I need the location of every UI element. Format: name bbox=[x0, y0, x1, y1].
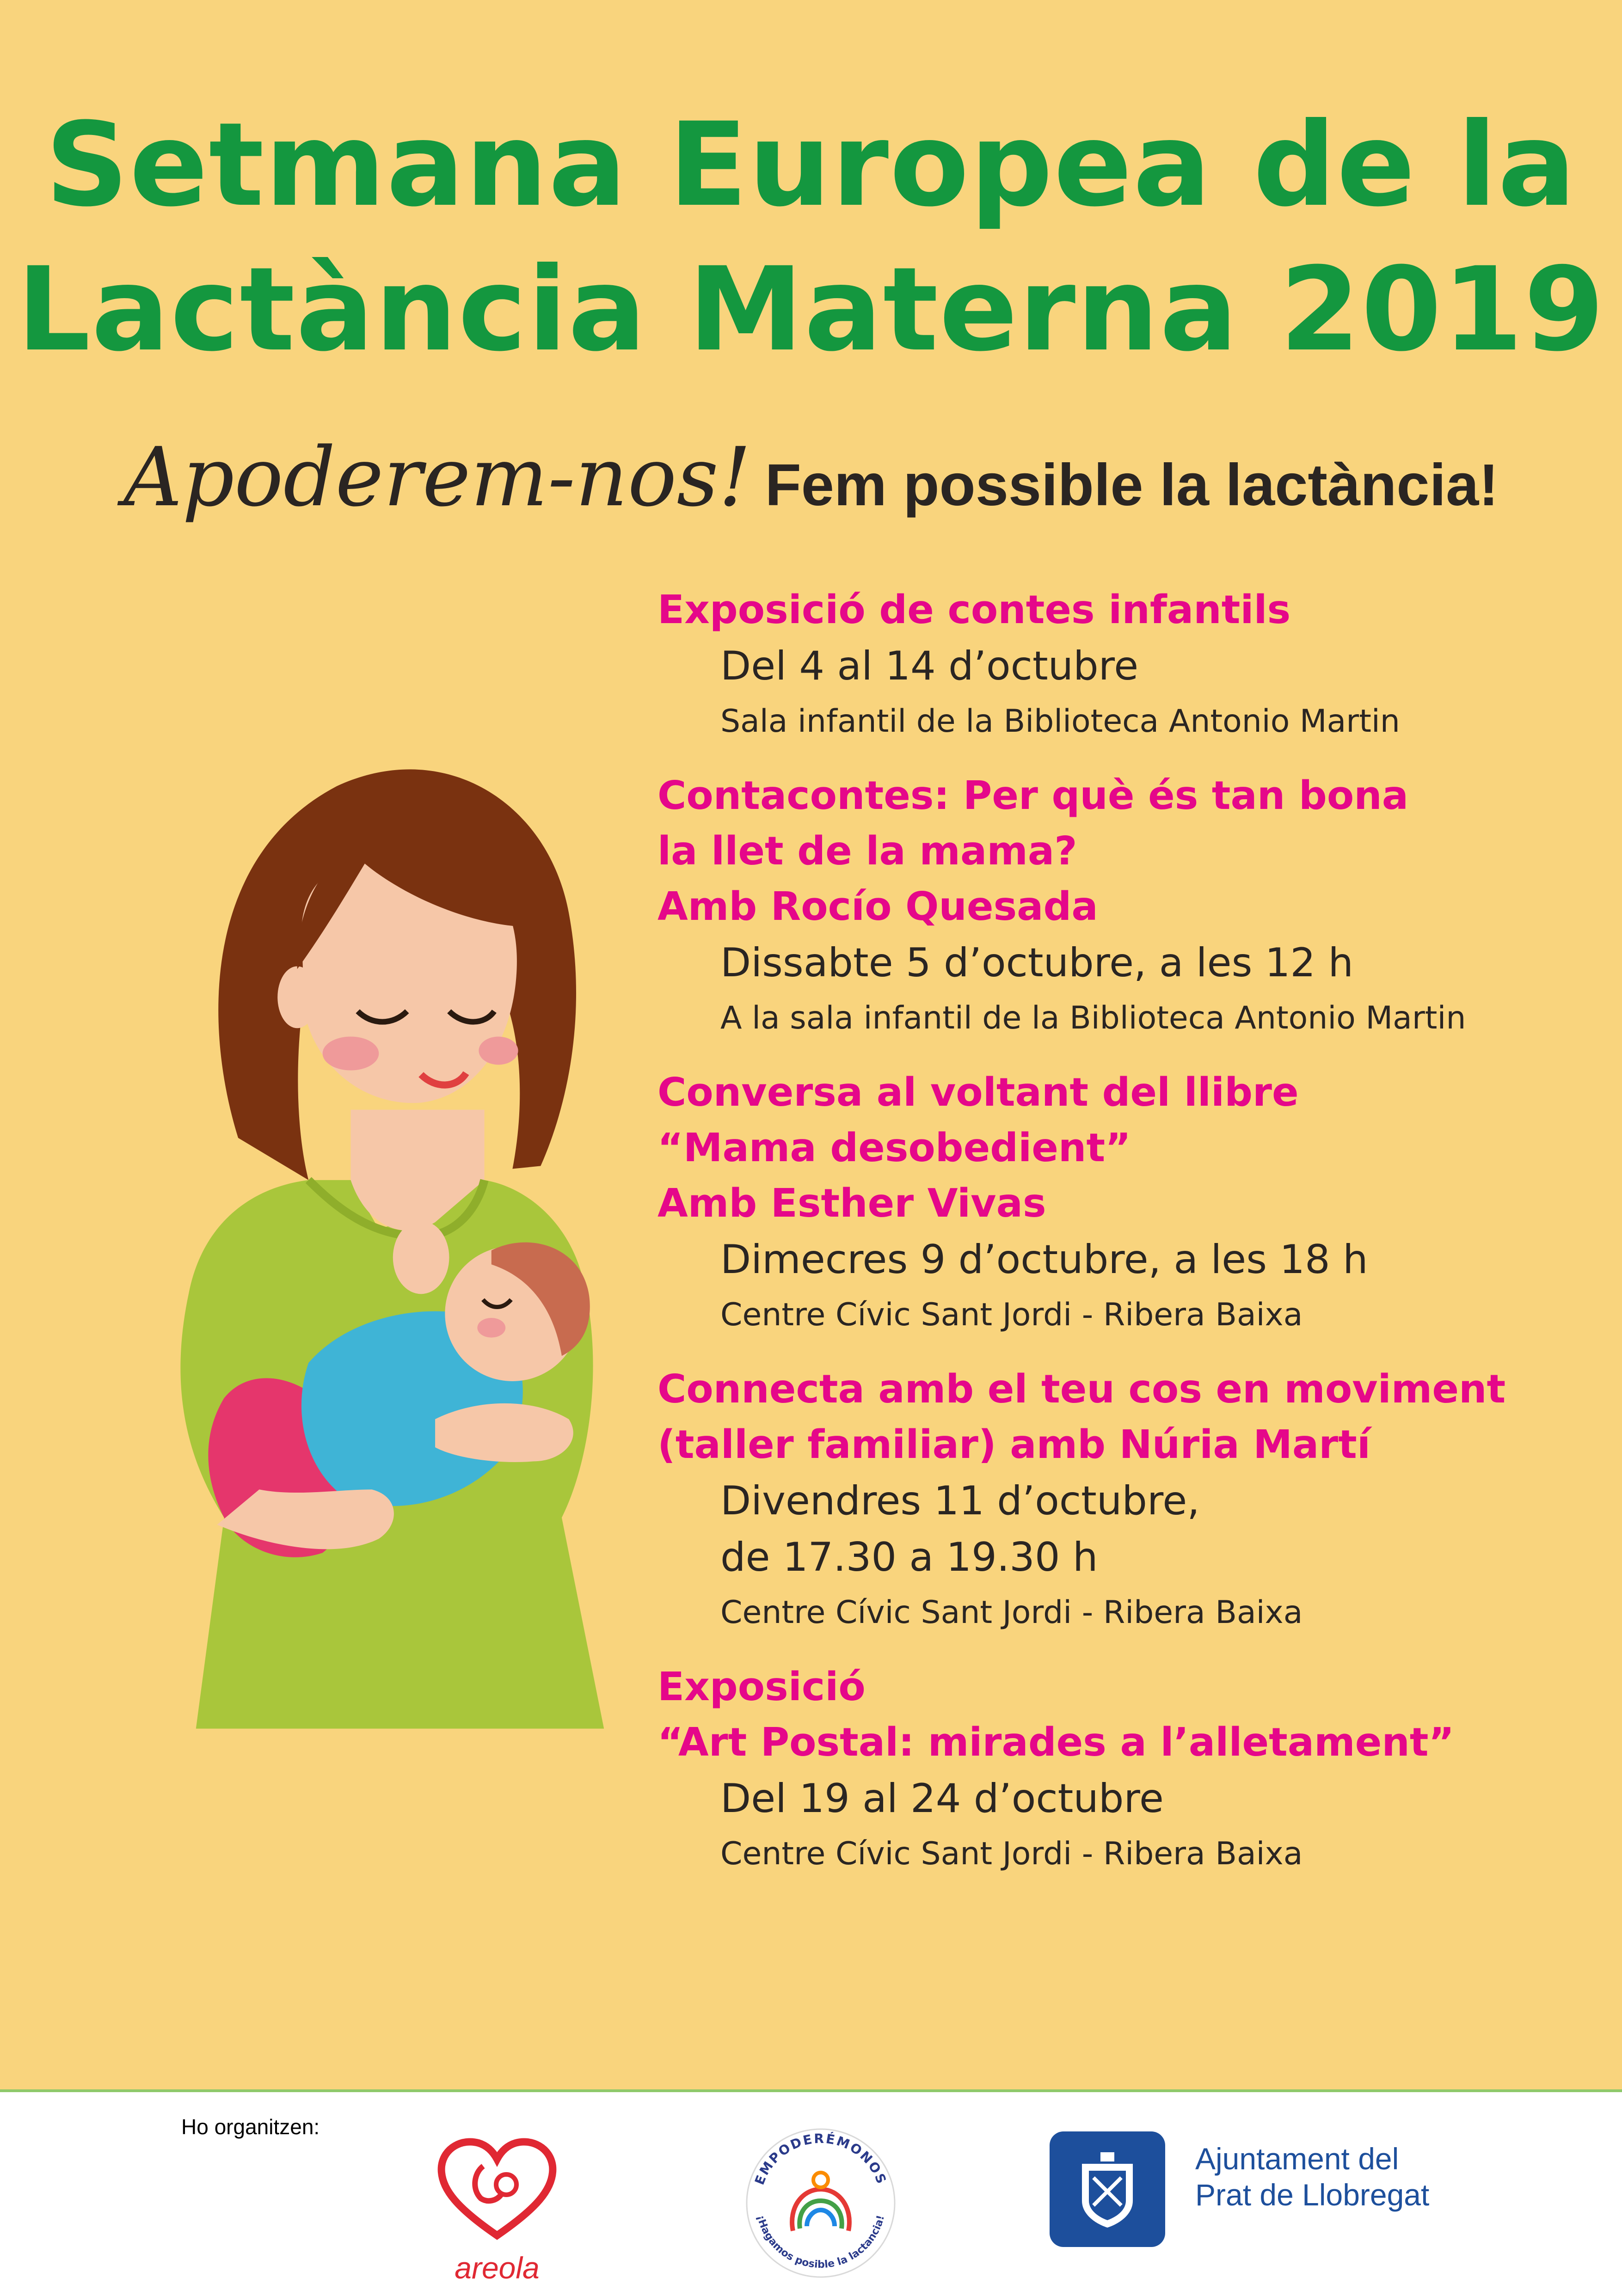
event-title: la llet de la mama? bbox=[657, 828, 1077, 874]
city-shield-icon bbox=[1050, 2131, 1165, 2247]
event-date: Del 4 al 14 d’octubre bbox=[720, 643, 1139, 689]
subtitle-slogan: Apoderem-nos! bbox=[123, 430, 751, 525]
event-speaker: Amb Rocío Quesada bbox=[657, 884, 1098, 930]
ajuntament-line-2: Prat de Llobregat bbox=[1195, 2178, 1430, 2212]
event-title: (taller familiar) amb Núria Martí bbox=[657, 1422, 1370, 1468]
event-item bbox=[657, 1065, 1601, 1342]
event-place: Sala infantil de la Biblioteca Antonio Martin bbox=[720, 703, 1400, 740]
subtitle-tagline: Fem possible la lactància! bbox=[765, 452, 1499, 518]
ajuntament-name bbox=[1195, 2141, 1519, 2213]
event-title: Conversa al voltant del llibre bbox=[657, 1070, 1299, 1115]
event-speaker: Amb Esther Vivas bbox=[657, 1181, 1046, 1226]
family-circle-icon bbox=[742, 2125, 899, 2282]
event-place: Centre Cívic Sant Jordi - Ribera Baixa bbox=[720, 1297, 1303, 1333]
event-item bbox=[657, 768, 1601, 1046]
event-item bbox=[657, 1659, 1601, 1881]
poster-title-line-2: Lactància Materna 2019 bbox=[17, 242, 1605, 377]
event-title: “Mama desobedient” bbox=[657, 1125, 1131, 1171]
event-date: Dimecres 9 d’octubre, a les 18 h bbox=[720, 1237, 1368, 1283]
event-place: A la sala infantil de la Biblioteca Antonio Martin bbox=[720, 1000, 1466, 1036]
event-title: “Art Postal: mirades a l’alletament” bbox=[657, 1720, 1455, 1765]
heart-mother-baby-icon bbox=[428, 2129, 566, 2245]
event-place: Centre Cívic Sant Jordi - Ribera Baixa bbox=[720, 1836, 1303, 1872]
poster-title-line-1: Setmana Europea de la bbox=[45, 98, 1577, 232]
empoderemonos-top-text: EMPODERÉMONOS bbox=[751, 2131, 890, 2187]
event-place: Centre Cívic Sant Jordi - Ribera Baixa bbox=[720, 1594, 1303, 1631]
empoderemonos-logo bbox=[742, 2125, 899, 2282]
event-time: de 17.30 a 19.30 h bbox=[720, 1534, 1098, 1580]
event-date: Dissabte 5 d’octubre, a les 12 h bbox=[720, 940, 1353, 986]
event-date: Divendres 11 d’octubre, bbox=[720, 1478, 1200, 1524]
event-title: Exposició de contes infantils bbox=[657, 587, 1291, 633]
footer bbox=[0, 2089, 1622, 2296]
empoderemonos-bottom-text: ¡Hagamos posible la lactancia! bbox=[755, 2214, 887, 2271]
event-title: Contacontes: Per què és tan bona bbox=[657, 773, 1409, 819]
ajuntament-logo bbox=[1050, 2131, 1535, 2247]
organizers-label: Ho organitzen: bbox=[181, 2115, 320, 2139]
event-title: Connecta amb el teu cos en moviment bbox=[657, 1366, 1506, 1412]
areola-logo bbox=[428, 2129, 566, 2286]
mother-breastfeeding-illustration bbox=[139, 758, 661, 1743]
event-item bbox=[657, 582, 1601, 749]
event-item bbox=[657, 1362, 1601, 1640]
ajuntament-line-1: Ajuntament del bbox=[1195, 2142, 1399, 2176]
event-title: Exposició bbox=[657, 1664, 866, 1710]
event-list bbox=[657, 582, 1601, 1901]
subtitle bbox=[0, 430, 1622, 525]
areola-name: areola bbox=[455, 2251, 540, 2285]
event-date: Del 19 al 24 d’octubre bbox=[720, 1776, 1164, 1822]
